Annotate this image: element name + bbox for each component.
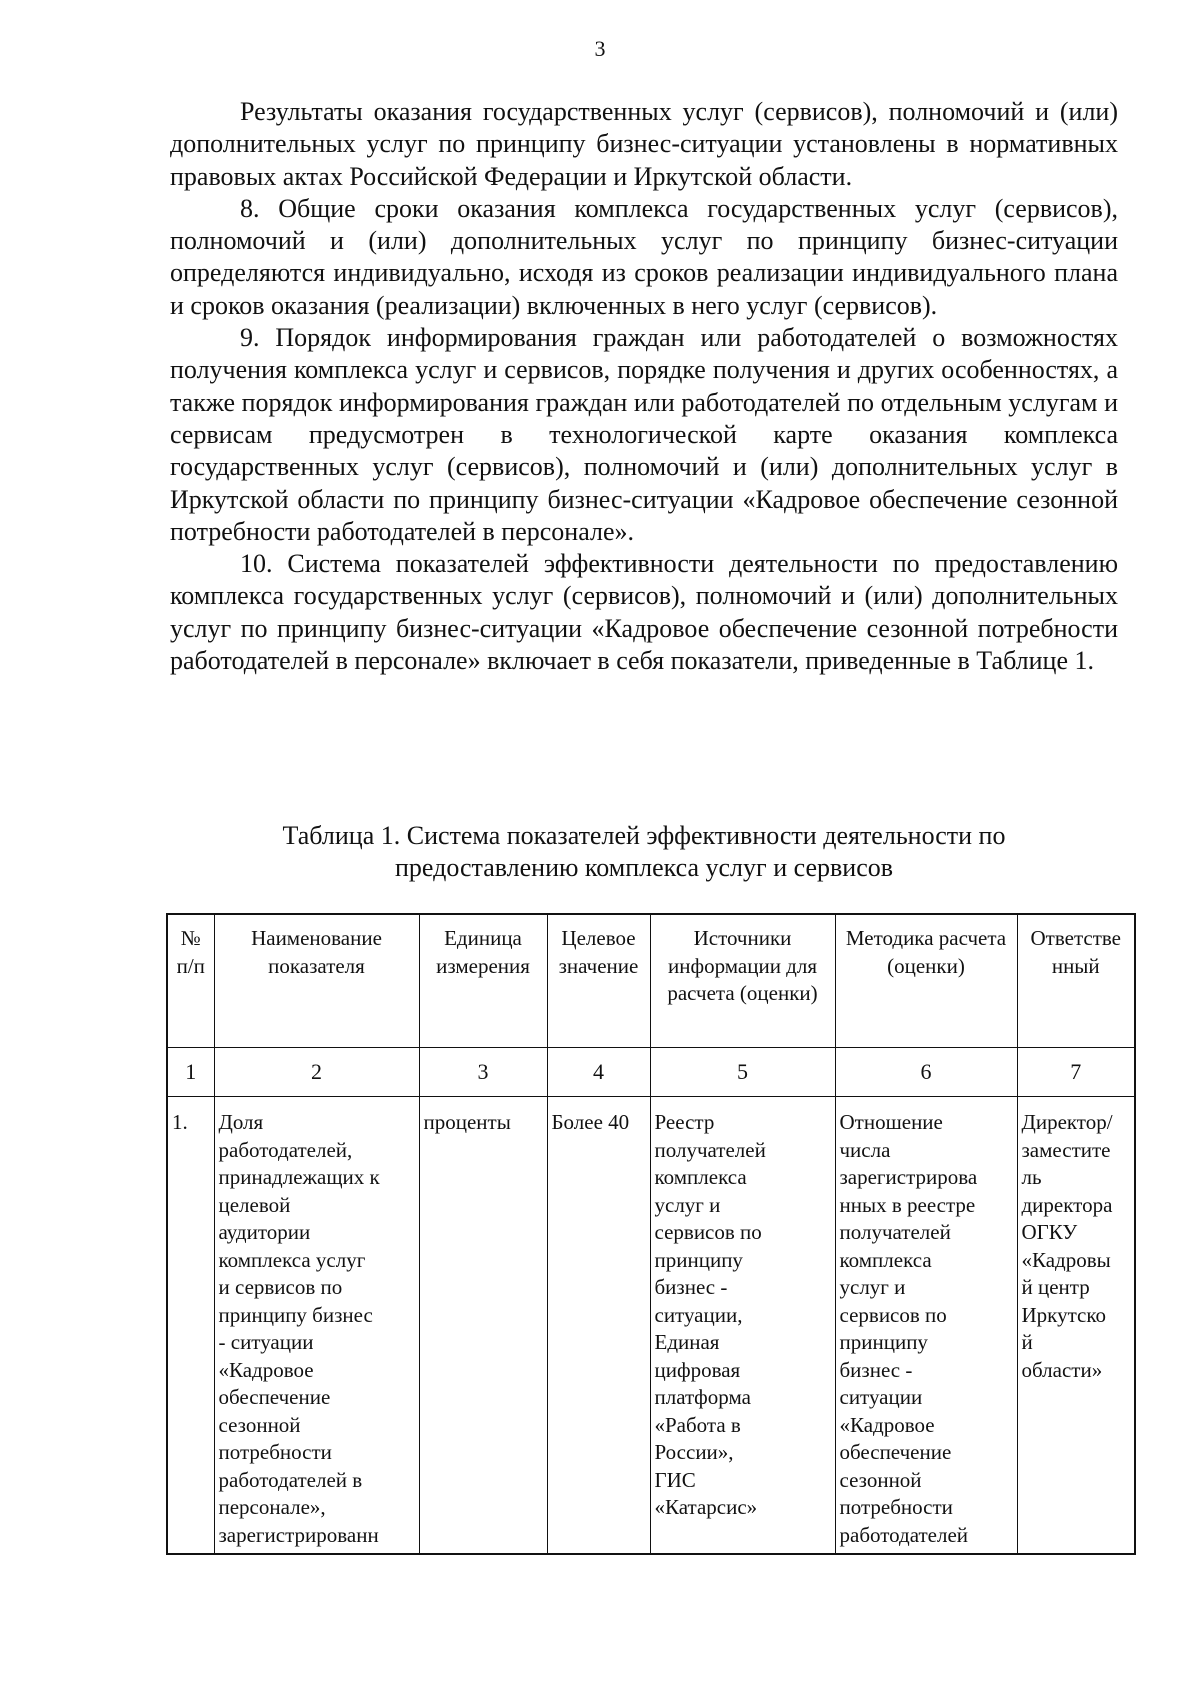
table-caption-line-1: Таблица 1. Система показателей эффективности деятельности по: [282, 821, 1006, 850]
paragraph-8-terms: 8. Общие сроки оказания комплекса государственных услуг (сервисов), полномочий и (или) дополнительных услуг по принципу бизнес-ситуации определяются индивидуально, исходя из сроков реализации индивидуального плана и сроков оказания (реализации) включенных в него услуг (сервисов).: [170, 193, 1118, 320]
document-body: [170, 96, 1118, 677]
cell-indicator-name: Доля работодателей, принадлежащих к целевой аудитории комплекса услуг и сервисов по принципу бизнес - ситуации «Кадровое обеспечение сезонной потребности работодателей в персонале», зарегистрированн: [214, 1097, 419, 1555]
table-caption-line-2: предоставлению комплекса услуг и сервисов: [394, 853, 894, 882]
cell-unit: проценты: [419, 1097, 547, 1555]
column-number-row: [167, 1048, 1135, 1097]
cell-sources: Реестр получателей комплекса услуг и сервисов по принципу бизнес - ситуации, Единая цифровая платформа «Работа в России», ГИС «Катарсис»: [650, 1097, 835, 1555]
indicators-table: [166, 913, 1136, 1555]
column-number: 5: [650, 1048, 835, 1097]
paragraph-9-informing: 9. Порядок информирования граждан или работодателей о возможностях получения комплекса услуг и сервисов, порядке получения и других особенностях, а также порядок информирования граждан или работодателей по отдельным услугам и сервисам предусмотрен в технологической карте оказания комплекса государственных услуг (сервисов), полномочий и (или) дополнительных услуг в Иркутской области по принципу бизнес-ситуации «Кадровое обеспечение сезонной потребности работодателей в персонале».: [170, 323, 1118, 546]
header-sources: Источники информации для расчета (оценки): [650, 914, 835, 1048]
header-number: № п/п: [167, 914, 214, 1048]
table-header-row: [167, 914, 1135, 1048]
header-indicator-name: Наименование показателя: [214, 914, 419, 1048]
column-number: 1: [167, 1048, 214, 1097]
column-number: 4: [547, 1048, 650, 1097]
cell-row-number: 1.: [167, 1097, 214, 1555]
column-number: 2: [214, 1048, 419, 1097]
cell-method: Отношение числа зарегистрирова нных в реестре получателей комплекса услуг и сервисов по принципу бизнес - ситуации «Кадровое обеспечение сезонной потребности работодателей: [835, 1097, 1017, 1555]
cell-responsible: Директор/ заместите ль директора ОГКУ «Кадровы й центр Иркутско й области»: [1017, 1097, 1135, 1555]
header-method: Методика расчета (оценки): [835, 914, 1017, 1048]
header-unit: Единица измерения: [419, 914, 547, 1048]
paragraph-results: Результаты оказания государственных услуг (сервисов), полномочий и (или) дополнительных услуг по принципу бизнес-ситуации установлены в нормативных правовых актах Российской Федерации и Иркутской области.: [170, 97, 1118, 191]
table-row: [167, 1097, 1135, 1555]
header-responsible: Ответстве нный: [1017, 914, 1135, 1048]
page-number: 3: [594, 36, 606, 61]
column-number: 6: [835, 1048, 1017, 1097]
column-number: 7: [1017, 1048, 1135, 1097]
header-target-value: Целевое значение: [547, 914, 650, 1048]
paragraph-10-indicators: 10. Система показателей эффективности деятельности по предоставлению комплекса государственных услуг (сервисов), полномочий и (или) дополнительных услуг по принципу бизнес-ситуации «Кадровое обеспечение сезонной потребности работодателей в персонале» включает в себя показатели, приведенные в Таблице 1.: [170, 549, 1118, 676]
table-caption: [170, 820, 1118, 884]
column-number: 3: [419, 1048, 547, 1097]
cell-target-value: Более 40: [547, 1097, 650, 1555]
